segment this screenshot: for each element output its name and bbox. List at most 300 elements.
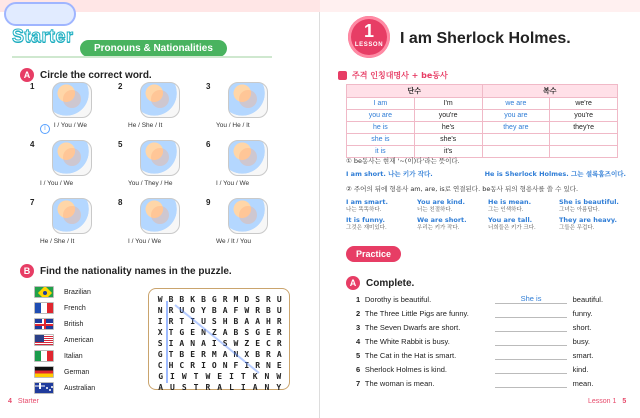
practice-answer: kind.: [572, 364, 589, 374]
example-ko: 우리는 키가 작다.: [417, 225, 460, 232]
example-en: I am smart.: [346, 198, 388, 206]
puzzle-letter: N: [264, 383, 270, 392]
puzzle-letter: C: [266, 339, 272, 348]
example-en: He is mean.: [488, 198, 532, 206]
nationality-label: Australian: [64, 384, 96, 392]
puzzle-letter: B: [255, 350, 261, 359]
example-en: It is funny.: [346, 216, 385, 225]
example-en: They are heavy.: [559, 216, 618, 225]
puzzle-letter: M: [211, 350, 218, 359]
section-pill: Pronouns & Nationalities: [80, 40, 227, 57]
puzzle-letter: I: [201, 361, 207, 370]
question-cell: [30, 140, 108, 194]
table-row: [347, 97, 617, 109]
table-cell: she's: [414, 134, 482, 145]
right-footer: [588, 398, 626, 405]
practice-sentence: The Seven Dwarfs are short.: [364, 322, 461, 332]
puzzle-letter: U: [170, 383, 176, 392]
table-row: [347, 121, 617, 133]
puzzle-letter: X: [244, 350, 250, 359]
practice-number: 4: [356, 336, 361, 346]
question-number: 3: [206, 82, 211, 91]
question-options: I / You / We: [40, 180, 74, 187]
question-cell: [30, 198, 108, 252]
question-options: You / He / It: [216, 122, 250, 129]
puzzle-letter: A: [222, 328, 229, 337]
question-number: 9: [206, 198, 211, 207]
practice-sentence: Sherlock Holmes is kind.: [364, 364, 448, 374]
puzzle-letter: S: [255, 295, 261, 304]
question-number: 5: [118, 140, 123, 149]
grammar-topic: [338, 70, 448, 81]
practice-section-a-title: Complete.: [366, 277, 415, 289]
puzzle-letter: B: [233, 328, 239, 337]
practice-row: [356, 362, 626, 376]
left-page-number: 4: [8, 398, 12, 405]
note-1: ① be동사는 현재 '~(이)다'라는 뜻이다.: [346, 157, 460, 165]
puzzle-letter: N: [201, 328, 207, 337]
practice-row: [356, 348, 626, 362]
practice-blank[interactable]: [495, 308, 566, 318]
puzzle-letter: S: [222, 339, 229, 348]
puzzle-letter: R: [255, 306, 261, 315]
nationality-label: American: [64, 336, 94, 344]
puzzle-letter: I: [244, 361, 250, 370]
left-footer: [8, 398, 39, 405]
table-cell: I am: [373, 100, 388, 107]
puzzle-grid: [157, 295, 283, 392]
practice-row: [356, 306, 626, 320]
italy-flag-icon: [34, 350, 54, 362]
practice-section-a-badge: A: [346, 276, 360, 290]
practice-answer: smart.: [572, 350, 594, 360]
practice-number: 3: [356, 322, 361, 332]
puzzle-letter: N: [233, 350, 239, 359]
question-cell: [118, 140, 196, 194]
lesson-badge: [348, 16, 390, 58]
practice-number: 2: [356, 308, 361, 318]
puzzle-letter: E: [266, 328, 272, 337]
practice-number: 5: [356, 350, 361, 360]
practice-section-a-heading: [346, 276, 414, 290]
puzzle-letter: O: [190, 306, 196, 315]
example-ko: 너희들은 키가 크다.: [488, 225, 536, 232]
question-options: [40, 122, 112, 134]
character-avatar: [228, 198, 268, 234]
section-b-badge: B: [20, 264, 34, 278]
nationality-label: Brazilian: [64, 288, 91, 296]
word-search-puzzle: [148, 288, 290, 390]
example-ko: 그는 인색하다.: [488, 206, 524, 213]
right-footer-label: Lesson 1: [588, 398, 617, 405]
puzzle-letter: E: [190, 328, 196, 337]
puzzle-letter: I: [211, 339, 218, 348]
puzzle-letter: Z: [244, 339, 250, 348]
puzzle-letter: I: [168, 339, 174, 348]
practice-label: Practice: [346, 246, 401, 262]
table-cell: she is: [371, 136, 390, 143]
question-options: He / She / It: [40, 238, 75, 245]
puzzle-letter: N: [222, 361, 229, 370]
question-number: 8: [118, 198, 123, 207]
example: [488, 199, 555, 213]
puzzle-letter: B: [179, 295, 185, 304]
puzzle-row: [157, 383, 283, 394]
practice-number: 1: [356, 294, 361, 304]
puzzle-letter: K: [190, 295, 196, 304]
puzzle-letter: H: [222, 317, 229, 326]
grammar-notes: [346, 156, 626, 232]
practice-row: [356, 376, 626, 390]
practice-sentence: The woman is mean.: [364, 378, 435, 388]
puzzle-letter: I: [157, 317, 164, 326]
left-footer-label: Starter: [17, 398, 39, 405]
puzzle-letter: X: [157, 328, 164, 337]
puzzle-letter: T: [179, 317, 185, 326]
example: [346, 217, 413, 231]
table-row: [347, 109, 617, 121]
puzzle-letter: U: [276, 295, 283, 304]
nationality-item: [34, 366, 89, 378]
pronoun-table: [346, 84, 618, 158]
puzzle-letter: Y: [276, 383, 282, 392]
example: [417, 217, 484, 231]
nationality-label: German: [64, 368, 90, 376]
puzzle-letter: Y: [201, 306, 207, 315]
puzzle-letter: A: [244, 317, 250, 326]
question-number: 6: [206, 140, 211, 149]
note-2: ② 주어의 뒤에 형용사 am, are, is로 연결된다. be동사 뒤의 형용사를 쓸 수 있다.: [346, 185, 579, 193]
puzzle-letter: T: [168, 328, 174, 337]
australia-flag-icon: [34, 382, 54, 394]
puzzle-row: [157, 306, 283, 317]
table-cell: they're: [549, 122, 617, 133]
puzzle-letter: A: [276, 350, 283, 359]
puzzle-letter: W: [157, 295, 164, 304]
example-ko: 그녀는 아름답다.: [559, 206, 600, 213]
character-avatar: [140, 198, 180, 234]
puzzle-letter: B: [201, 295, 207, 304]
brazil-flag-icon: [34, 286, 54, 298]
example-grid: [346, 199, 626, 232]
question-options: He / She / It: [128, 122, 163, 129]
usa-flag-icon: [34, 334, 54, 346]
puzzle-letter: G: [255, 328, 261, 337]
puzzle-letter: W: [181, 372, 188, 381]
table-cell: they are: [482, 122, 550, 133]
france-flag-icon: [34, 302, 54, 314]
nationality-label: Italian: [64, 352, 83, 360]
puzzle-letter: I: [240, 383, 247, 392]
lesson-title: I am Sherlock Holmes.: [400, 30, 571, 47]
puzzle-row: [157, 295, 283, 306]
question-number: 2: [118, 82, 123, 91]
example: [488, 217, 555, 231]
right-top-band: [320, 0, 640, 12]
puzzle-letter: Z: [211, 328, 218, 337]
lesson-number: 1: [363, 21, 374, 41]
puzzle-letter: R: [168, 306, 174, 315]
practice-answer: beautiful.: [572, 294, 604, 304]
question-cell: [118, 198, 196, 252]
puzzle-letter: N: [266, 361, 272, 370]
puzzle-letter: B: [233, 317, 239, 326]
practice-blank[interactable]: [495, 336, 566, 346]
example-en: She is beautiful.: [559, 198, 619, 206]
section-a-title: Circle the correct word.: [40, 69, 152, 81]
puzzle-letter: B: [168, 295, 174, 304]
puzzle-letter: A: [255, 317, 261, 326]
question-cell: [206, 140, 284, 194]
table-cell: you're: [414, 110, 482, 121]
puzzle-letter: W: [205, 372, 211, 381]
puzzle-row: [157, 339, 283, 350]
puzzle-letter: B: [266, 306, 272, 315]
puzzle-letter: B: [179, 350, 185, 359]
puzzle-letter: R: [201, 350, 207, 359]
puzzle-row: [157, 317, 283, 328]
table-row: [347, 133, 617, 145]
question-number: 4: [30, 140, 35, 149]
nationality-item: [34, 286, 91, 298]
bullet-square-icon: [338, 71, 347, 80]
question-cell: [118, 82, 196, 136]
puzzle-letter: R: [168, 317, 174, 326]
puzzle-letter: S: [244, 328, 250, 337]
pronoun-grid: [30, 82, 290, 248]
table-header-singular: 단수: [407, 88, 422, 95]
question-options: You / They / He: [128, 180, 173, 187]
puzzle-letter: M: [233, 295, 239, 304]
puzzle-letter: I: [229, 372, 235, 381]
puzzle-letter: E: [217, 372, 223, 381]
puzzle-letter: R: [276, 328, 283, 337]
puzzle-letter: O: [211, 361, 218, 370]
example-en: You are tall.: [488, 216, 533, 225]
puzzle-letter: D: [244, 295, 250, 304]
ufo-icon: [4, 2, 76, 26]
question-cell: [206, 198, 284, 252]
practice-answer: funny.: [572, 308, 593, 318]
puzzle-letter: R: [205, 383, 211, 392]
lesson-label: LESSON: [354, 42, 384, 48]
table-header-plural: 복수: [482, 85, 618, 97]
puzzle-letter: A: [217, 383, 223, 392]
heading-underline: [12, 56, 272, 58]
puzzle-letter: A: [252, 383, 259, 392]
puzzle-letter: H: [266, 317, 272, 326]
example: [346, 199, 413, 213]
puzzle-letter: T: [240, 372, 247, 381]
nationality-item: [34, 318, 83, 330]
puzzle-letter: N: [157, 306, 164, 315]
puzzle-letter: S: [211, 317, 218, 326]
right-page: [320, 0, 640, 418]
practice-row: [356, 334, 626, 348]
puzzle-letter: A: [222, 350, 229, 359]
note-1-example-right: He is Sherlock Holmes. 그는 셜록홈즈이다.: [484, 170, 626, 178]
puzzle-letter: R: [276, 317, 283, 326]
puzzle-letter: T: [168, 350, 174, 359]
question-number: 7: [30, 198, 35, 207]
example: [417, 199, 484, 213]
question-cell: [30, 82, 108, 136]
puzzle-letter: C: [157, 361, 164, 370]
puzzle-letter: W: [276, 372, 282, 381]
practice-answer: short.: [572, 322, 592, 332]
puzzle-letter: N: [190, 339, 196, 348]
puzzle-letter: G: [179, 328, 185, 337]
puzzle-row: [157, 361, 283, 372]
table-cell: you are: [368, 112, 393, 119]
table-cell: [482, 134, 550, 145]
section-b-heading: [20, 264, 232, 278]
example: [559, 199, 626, 213]
puzzle-letter: A: [201, 339, 207, 348]
puzzle-letter: U: [201, 317, 207, 326]
puzzle-letter: A: [158, 383, 164, 392]
practice-blank[interactable]: [495, 322, 566, 332]
table-cell: it is: [375, 148, 386, 155]
puzzle-letter: R: [266, 350, 272, 359]
character-avatar: [140, 82, 180, 118]
character-avatar: [228, 140, 268, 176]
puzzle-letter: C: [179, 361, 185, 370]
puzzle-letter: R: [190, 361, 196, 370]
puzzle-letter: G: [157, 350, 164, 359]
grammar-topic-text: 주격 인칭대명사 + be동사: [352, 71, 448, 80]
nationality-list: [34, 286, 134, 396]
character-avatar: [52, 198, 92, 234]
character-avatar: [52, 140, 92, 176]
puzzle-letter: E: [190, 350, 196, 359]
table-cell: I'm: [414, 98, 482, 109]
character-avatar: [228, 82, 268, 118]
puzzle-letter: H: [168, 361, 174, 370]
puzzle-letter: I: [190, 317, 196, 326]
puzzle-letter: U: [179, 306, 185, 315]
practice-blank[interactable]: She is: [495, 294, 566, 304]
puzzle-letter: G: [158, 372, 164, 381]
character-avatar: [140, 140, 180, 176]
table-cell: you're: [549, 110, 617, 121]
puzzle-letter: S: [157, 339, 164, 348]
nationality-label: French: [64, 304, 86, 312]
example: [559, 217, 626, 231]
puzzle-letter: R: [222, 295, 229, 304]
puzzle-letter: E: [255, 339, 261, 348]
practice-row: [356, 292, 626, 306]
puzzle-letter: G: [211, 295, 218, 304]
puzzle-letter: R: [266, 295, 272, 304]
practice-answer: busy.: [572, 336, 590, 346]
nationality-item: [34, 350, 83, 362]
puzzle-letter: F: [233, 361, 239, 370]
puzzle-letter: B: [211, 306, 218, 315]
puzzle-letter: F: [233, 306, 239, 315]
question-options: I / You / We: [216, 180, 250, 187]
practice-blank[interactable]: [495, 350, 566, 360]
practice-row: [356, 320, 626, 334]
nationality-item: [34, 302, 86, 314]
section-a-heading: [20, 68, 152, 82]
example-en: We are short.: [417, 216, 467, 225]
section-a-badge: A: [20, 68, 34, 82]
practice-sentence: The Three Little Pigs are funny.: [364, 308, 469, 318]
puzzle-letter: L: [229, 383, 235, 392]
practice-sentence: The Cat in the Hat is smart.: [364, 350, 457, 360]
germany-flag-icon: [34, 366, 54, 378]
right-page-number: 5: [622, 398, 627, 405]
table-cell: we're: [549, 98, 617, 109]
question-number: 1: [30, 82, 35, 91]
puzzle-letter: E: [276, 361, 283, 370]
puzzle-letter: T: [193, 372, 199, 381]
starter-heading: Starter: [12, 26, 74, 46]
puzzle-letter: U: [276, 306, 283, 315]
puzzle-letter: W: [233, 339, 239, 348]
table-cell: it's: [414, 146, 482, 157]
puzzle-letter: A: [222, 306, 229, 315]
question-options: I / You / We: [128, 238, 162, 245]
puzzle-row: [157, 328, 283, 339]
puzzle-letter: N: [264, 372, 270, 381]
puzzle-letter: R: [276, 339, 283, 348]
section-b-title: Find the nationality names in the puzzle.: [40, 265, 232, 277]
puzzle-letter: S: [181, 383, 188, 392]
puzzle-letter: W: [244, 306, 250, 315]
character-avatar: [52, 82, 92, 118]
puzzle-row: [157, 372, 283, 383]
puzzle-letter: K: [252, 372, 259, 381]
question-options-text: I / You / We: [53, 122, 87, 129]
puzzle-row: [157, 350, 283, 361]
puzzle-letter: A: [179, 339, 185, 348]
practice-sentence: The White Rabbit is busy.: [364, 336, 450, 346]
practice-blank[interactable]: [495, 378, 566, 388]
example-en: You are kind.: [417, 198, 466, 206]
question-cell: [206, 82, 284, 136]
puzzle-letter: R: [255, 361, 261, 370]
practice-number: 6: [356, 364, 361, 374]
example-ko: 너는 친절하다.: [417, 206, 453, 213]
nationality-item: [34, 382, 95, 394]
table-cell: we are: [482, 98, 550, 109]
practice-blank[interactable]: [495, 364, 566, 374]
note-1-example-left: I am short. 나는 키가 작다.: [346, 170, 433, 178]
table-cell: he is: [372, 124, 388, 131]
puzzle-letter: I: [170, 372, 176, 381]
puzzle-letter: T: [193, 383, 199, 392]
table-cell: you are: [482, 110, 550, 121]
practice-sentences: [356, 292, 626, 390]
circled-answer: I: [40, 124, 50, 134]
practice-number: 7: [356, 378, 361, 388]
table-cell: he's: [414, 122, 482, 133]
question-options: We / It / You: [216, 238, 251, 245]
example-ko: 나는 똑똑하다.: [346, 206, 382, 213]
practice-answer: mean.: [572, 378, 594, 388]
table-header-row: [347, 85, 617, 97]
example-ko: 그들은 무겁다.: [559, 225, 595, 232]
nationality-label: British: [64, 320, 84, 328]
nationality-item: [34, 334, 94, 346]
practice-sentence: Dorothy is beautiful.: [364, 294, 432, 304]
note-1-examples: [346, 169, 626, 178]
table-cell: [549, 134, 617, 145]
example-ko: 그것은 재미있다.: [346, 225, 387, 232]
uk-flag-icon: [34, 318, 54, 330]
